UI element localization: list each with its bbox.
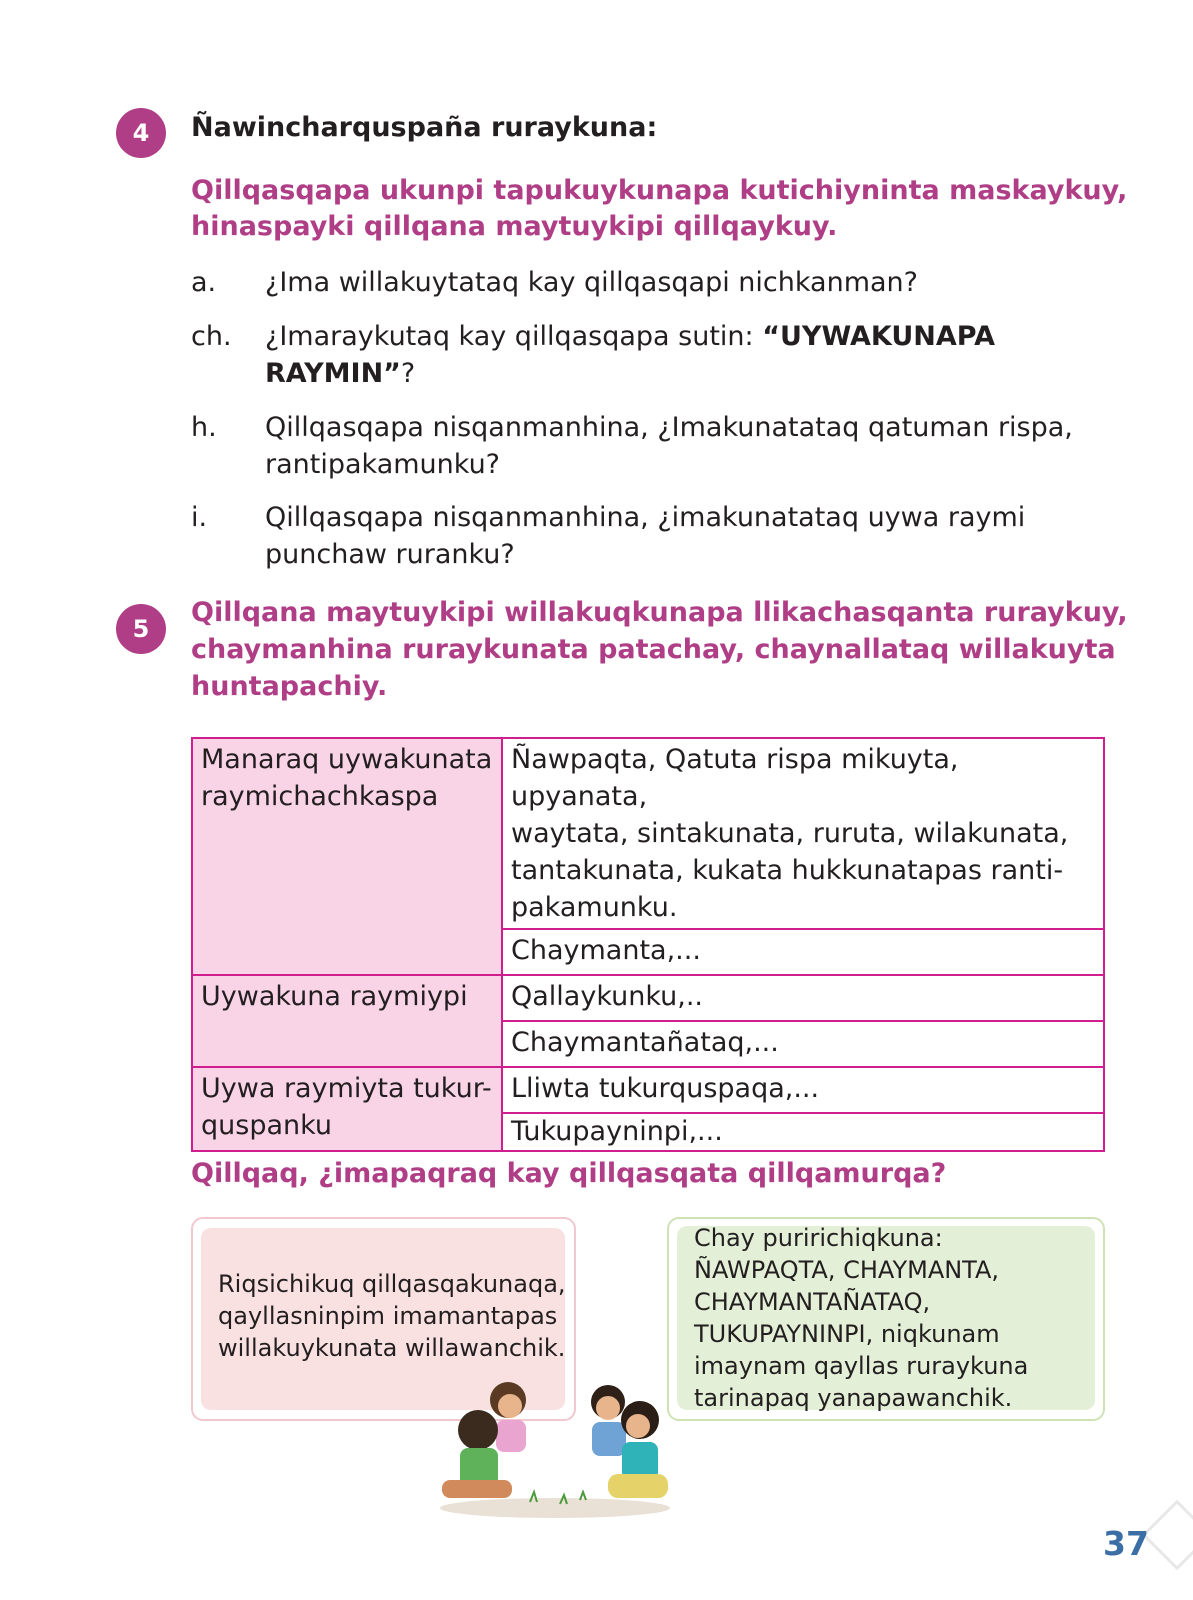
- table-row: [192, 1067, 1104, 1113]
- section5-instruction-line-3: huntapachiy.: [191, 671, 388, 702]
- table-row: [192, 975, 1104, 1021]
- question-letter: i.: [191, 502, 208, 533]
- question-text: [265, 409, 1105, 483]
- info-card-left-text: [218, 1268, 566, 1364]
- table-cell-content: Chaymantañataq,...: [502, 1021, 1104, 1067]
- card-line: ÑAWPAQTA, CHAYMANTA,: [694, 1256, 1000, 1284]
- table-row: [192, 738, 1104, 929]
- question-text: [265, 318, 1105, 392]
- table-cell-content: [502, 738, 1104, 929]
- question-line: rantipakamunku?: [265, 449, 501, 480]
- cell-line: waytata, sintakunata, ruruta, wilakunata,: [511, 818, 1069, 849]
- question-quoted-title: “UYWAKUNAPA: [762, 321, 995, 352]
- section-number-badge-5: [116, 604, 166, 654]
- question-mark: ?: [400, 358, 416, 389]
- card-line: willakuykunata willawanchik.: [218, 1334, 566, 1362]
- page-number: 37: [1103, 1524, 1149, 1563]
- table-cell-stage: [192, 1067, 502, 1151]
- card-line: imaynam qayllas ruraykuna: [694, 1352, 1029, 1380]
- section5-instruction-line-2: chaymanhina ruraykunata patachay, chaynallataq willakuyta: [191, 634, 1116, 665]
- cell-line: Uywa raymiyta tukur-: [201, 1073, 492, 1104]
- table-cell-content: Chaymanta,...: [502, 929, 1104, 975]
- instruction-line-2: hinaspayki qillqana maytuykipi qillqaykuy.: [191, 211, 838, 242]
- table-cell-content: Tukupayninpi,...: [502, 1113, 1104, 1151]
- section-number: 4: [132, 119, 150, 147]
- info-card-right-text: [694, 1222, 1028, 1414]
- question-line: ¿Ima willakuytataq kay qillqasqapi nichkanman?: [265, 267, 918, 298]
- section5-instruction-line-1: Qillqana maytuykipi willakuqkunapa llikachasqanta ruraykuy,: [191, 597, 1128, 628]
- table-cell-content: Qallaykunku,..: [502, 975, 1104, 1021]
- cell-line: tantakunata, kukata hukkunatapas ranti-: [511, 855, 1064, 886]
- story-structure-table: [191, 737, 1105, 1152]
- question-text: [265, 499, 1105, 573]
- card-line: qayllasninpim imamantapas: [218, 1302, 558, 1330]
- card-line: TUKUPAYNINPI, niqkunam: [694, 1320, 1000, 1348]
- cell-line: raymichachkaspa: [201, 781, 439, 812]
- purpose-question-heading: Qillqaq, ¿imapaqraq kay qillqasqata qillqamurqa?: [191, 1158, 947, 1189]
- section-heading: Ñawincharquspaña ruraykuna:: [191, 112, 658, 143]
- instruction-line-1: Qillqasqapa ukunpi tapukuykunapa kutichiyninta maskaykuy,: [191, 175, 1128, 206]
- question-quoted-title-end: RAYMIN”: [265, 358, 401, 389]
- card-line: Riqsichikuq qillqasqakunaqa,: [218, 1270, 566, 1298]
- card-line: tarinapaq yanapawanchik.: [694, 1384, 1013, 1412]
- question-text: [265, 264, 918, 301]
- section-number-badge-4: [116, 108, 166, 158]
- question-line: Qillqasqapa nisqanmanhina, ¿imakunatataq uywa raymi: [265, 502, 1026, 533]
- question-letter: ch.: [191, 321, 232, 352]
- table-cell-stage: Uywakuna raymiypi: [192, 975, 502, 1067]
- section-number: 5: [132, 615, 150, 643]
- children-illustration: [430, 1370, 680, 1520]
- page-corner-ornament: [1142, 1500, 1193, 1571]
- cell-line: Manaraq uywakunata: [201, 744, 493, 775]
- card-line: CHAYMANTAÑATAQ,: [694, 1288, 931, 1316]
- cell-line: quspanku: [201, 1110, 333, 1141]
- table-cell-stage: [192, 738, 502, 975]
- table-cell-content: Lliwta tukurquspaqa,...: [502, 1067, 1104, 1113]
- card-line: Chay puririchiqkuna:: [694, 1224, 943, 1252]
- question-letter: h.: [191, 412, 217, 443]
- question-line: ¿Imaraykutaq kay qillqasqapa sutin:: [265, 321, 763, 352]
- question-line: Qillqasqapa nisqanmanhina, ¿Imakunatataq qatuman rispa,: [265, 412, 1073, 443]
- question-line: punchaw ruranku?: [265, 539, 515, 570]
- cell-line: pakamunku.: [511, 892, 678, 923]
- cell-line: Ñawpaqta, Qatuta rispa mikuyta, upyanata,: [511, 744, 959, 812]
- question-letter: a.: [191, 267, 217, 298]
